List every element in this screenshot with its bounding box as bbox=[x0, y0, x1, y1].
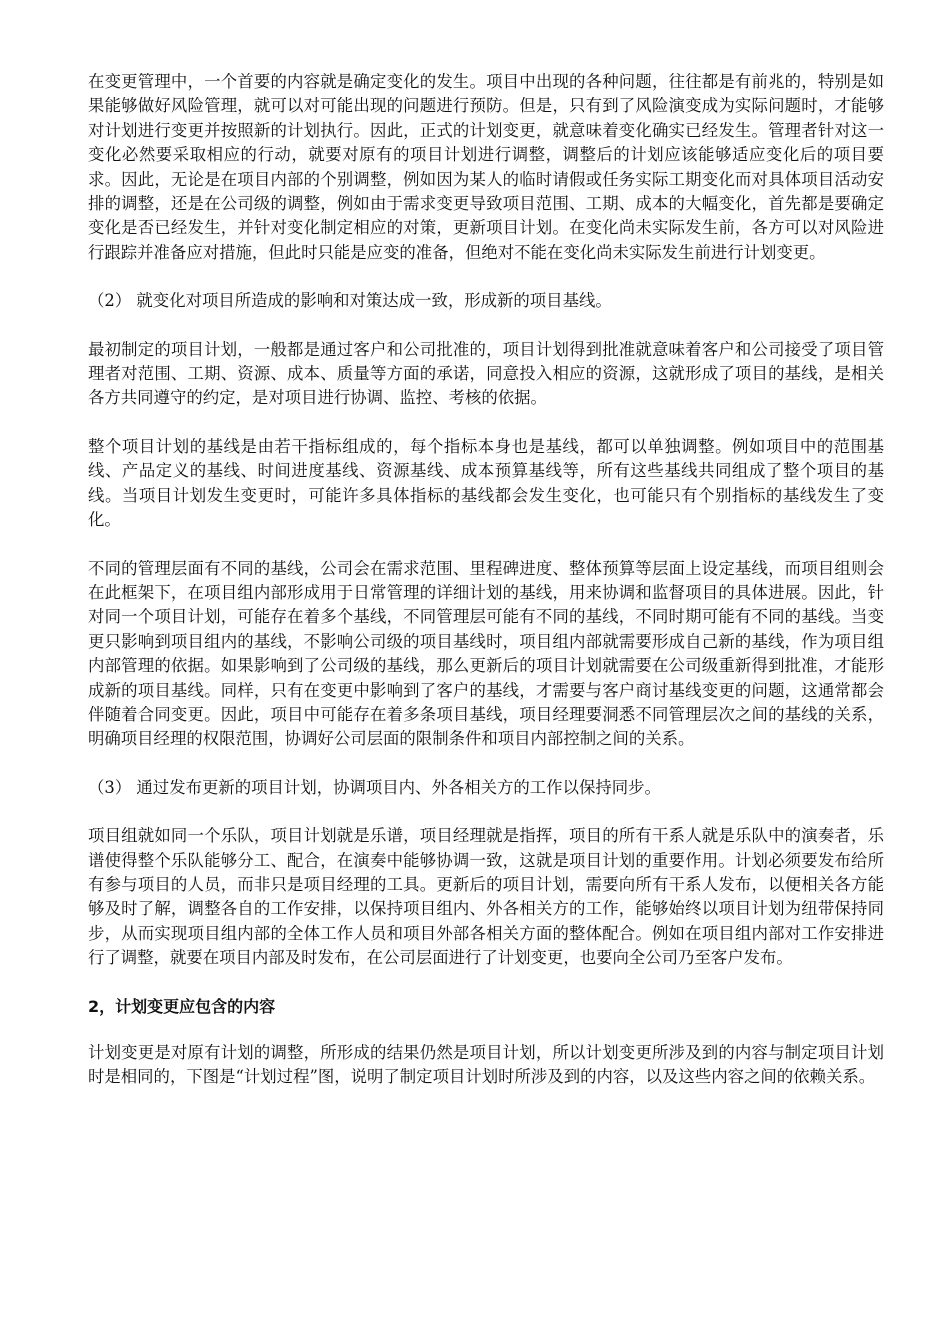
paragraph-management-levels: 不同的管理层面有不同的基线，公司会在需求范围、里程碑进度、整体预算等层面上设定基线，而项目组则会在此框架下，在项目组内部形成用于日常管理的详细计划的基线，用来协调和监督项目的具体进展。因此，针对同一个项目计划，可能存在着多个基线，不同管理层可能有不同的基线，不同时期可能有不同的基线。当变更只影响到项目组内的基线，不影响公司级的项目基线时，项目组内部就需要形成自己新的基线，作为项目组内部管理的依据。如果影响到了公司级的基线，那么更新后的项目计划就需要在公司级重新得到批准，才能形成新的项目基线。同样，只有在变更中影响到了客户的基线，才需要与客户商讨基线变更的问题，这通常都会伴随着合同变更。因此，项目中可能存在着多条项目基线，项目经理要洞悉不同管理层次之间的基线的关系，明确项目经理的权限范围，协调好公司层面的限制条件和项目内部控制之间的关系。 bbox=[88, 558, 884, 749]
section-heading: 2，计划变更应包含的内容 bbox=[88, 996, 276, 1016]
paragraph-baseline-indicators: 整个项目计划的基线是由若干指标组成的，每个指标本身也是基线，都可以单独调整。例如项目中的范围基线、产品定义的基线、时间进度基线、资源基线、成本预算基线等，所有这些基线共同组成了整个项目的基线。当项目计划发生变更时，可能许多具体指标的基线都会发生变化，也可能只有个别指标的基线发生了变化。 bbox=[88, 436, 884, 530]
list-item-3-publish-plan: （3） 通过发布更新的项目计划，协调项目内、外各相关方的工作以保持同步。 bbox=[88, 777, 661, 797]
list-item-2-baseline-agreement: （2） 就变化对项目所造成的影响和对策达成一致，形成新的项目基线。 bbox=[88, 291, 612, 311]
paragraph-plan-change-content: 计划变更是对原有计划的调整，所形成的结果仍然是项目计划，所以计划变更所涉及到的内容与制定项目计划时是相同的，下图是“计划过程”图，说明了制定项目计划时所涉及到的内容，以及这些内容之间的依赖关系。 bbox=[88, 1042, 884, 1086]
paragraph-orchestra-analogy: 项目组就如同一个乐队，项目计划就是乐谱，项目经理就是指挥，项目的所有干系人就是乐队中的演奏者，乐谱使得整个乐队能够分工、配合，在演奏中能够协调一致，这就是项目计划的重要作用。计划必须要发布给所有参与项目的人员，而非只是项目经理的工具。更新后的项目计划，需要向所有干系人发布，以便相关各方能够及时了解，调整各自的工作安排，以保持项目组内、外各相关方的工作，能够始终以项目计划为纽带保持同步，从而实现项目组内部的全体工作人员和项目外部各相关方面的整体配合。例如在项目组内部对工作安排进行了调整，就要在项目内部及时发布，在公司层面进行了计划变更，也要向全公司乃至客户发布。 bbox=[88, 826, 884, 968]
document-page bbox=[88, 70, 884, 1113]
paragraph-initial-plan-baseline: 最初制定的项目计划，一般都是通过客户和公司批准的，项目计划得到批准就意味着客户和公司接受了项目管理者对范围、工期、资源、成本、质量等方面的承诺，同意投入相应的资源，这就形成了项目的基线，是相关各方共同遵守的约定，是对项目进行协调、监控、考核的依据。 bbox=[88, 339, 884, 408]
paragraph-change-occurrence: 在变更管理中，一个首要的内容就是确定变化的发生。项目中出现的各种问题，往往都是有前兆的，特别是如果能够做好风险管理，就可以对可能出现的问题进行预防。但是，只有到了风险演变成为实际问题时，才能够对计划进行变更并按照新的计划执行。因此，正式的计划变更，就意味着变化确实已经发生。管理者针对这一变化必然要采取相应的行动，就要对原有的项目计划进行调整，调整后的计划应该能够适应变化后的项目要求。因此，无论是在项目内部的个别调整，例如因为某人的临时请假或任务实际工期变化而对具体项目活动安排的调整，还是在公司级的调整，例如由于需求变更导致项目范围、工期、成本的大幅变化，首先都是要确定变化是否已经发生，并针对变化制定相应的对策，更新项目计划。在变化尚未实际发生前，各方可以对风险进行跟踪并准备应对措施，但此时只能是应变的准备，但绝对不能在变化尚未实际发生前进行计划变更。 bbox=[88, 72, 884, 262]
